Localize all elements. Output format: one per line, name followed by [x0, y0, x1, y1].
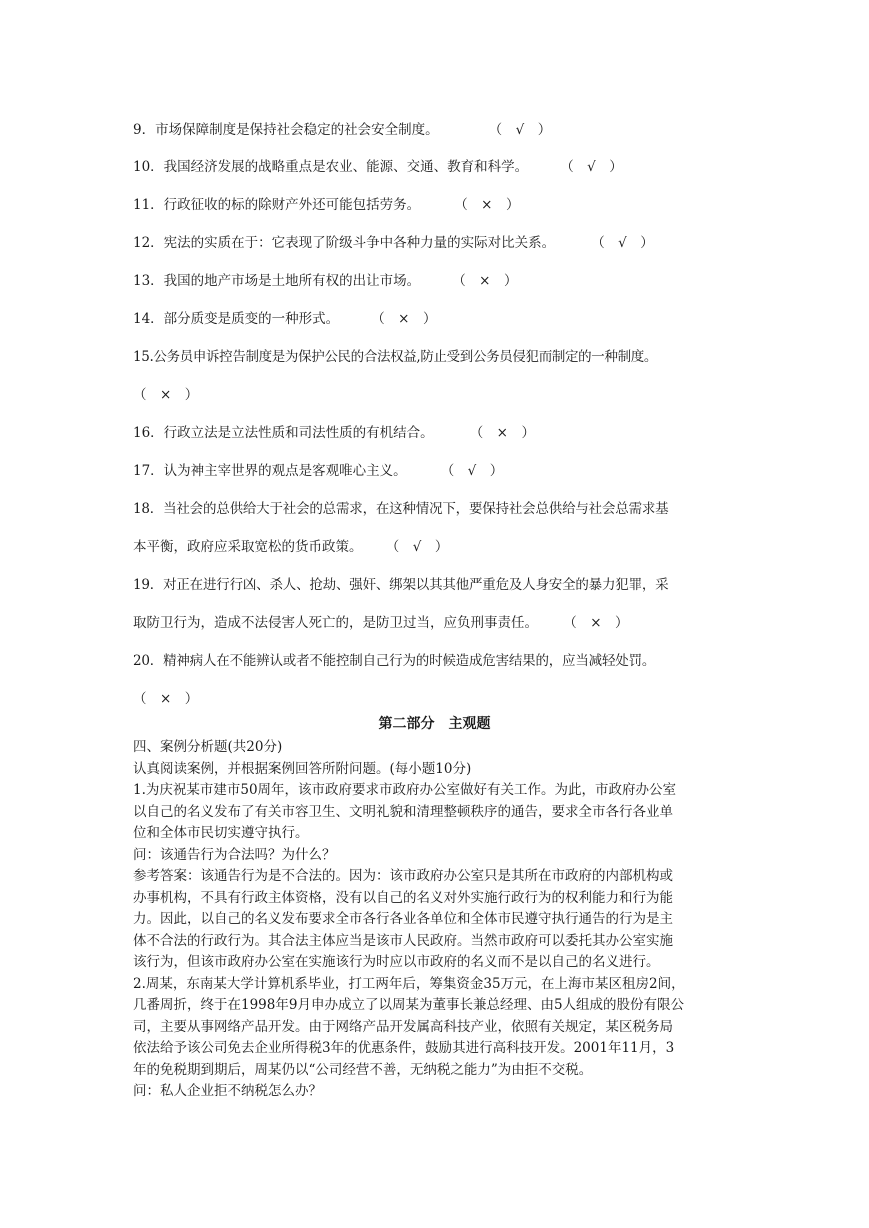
question-text: 16．行政立法是立法性质和司法性质的有机结合。: [133, 425, 434, 441]
question-15: [133, 347, 657, 367]
question-text: 13．我国的地产市场是土地所有权的出让市场。: [133, 273, 421, 289]
case1-answer-line: 力。因此，以自己的名义发布要求全市各行各业各单位和全体市民遵守执行通告的行为是主: [133, 911, 673, 927]
question-text: 20．精神病人在不能辨认或者不能控制自己行为的时候造成危害结果的，应当减轻处罚。: [133, 653, 656, 669]
answer-mark: （ × ）: [133, 387, 199, 403]
instruction-text: 认真阅读案例，并根据案例回答所附问题。(每小题10分): [133, 760, 472, 777]
answer-mark: （ × ）: [452, 273, 518, 289]
answer-mark: （ √ ）: [488, 122, 552, 138]
question-text: 11．行政征收的标的除财产外还可能包括劳务。: [133, 197, 421, 213]
answer-mark: （ × ）: [371, 311, 437, 327]
case1-line: 以自己的名义发布了有关市容卫生、文明礼貌和清理整顿秩序的通告，要求全市各行各业单: [133, 803, 673, 820]
section-heading: 四、案例分析题(共20分): [133, 739, 283, 755]
answer-mark: （ √ ）: [560, 159, 623, 175]
question-13: [133, 271, 518, 291]
case2-line: 年的免税期到期后，周某仍以“公司经营不善，无纳税之能力”为由拒不交税。: [133, 1061, 593, 1078]
question-19: [133, 575, 668, 595]
case1-line: 1.为庆祝某市建市50周年，该市政府要求市政府办公室做好有关工作。为此，市政府办公室: [133, 782, 677, 798]
answer-mark: （ × ）: [133, 691, 199, 707]
question-17: [133, 461, 503, 481]
question-14: [133, 309, 437, 329]
question-text: 12．宪法的实质在于：它表现了阶级斗争中各种力量的实际对比关系。: [133, 235, 556, 251]
case1-answer-line: 体不合法的行政行为。其合法主体应当是该市人民政府。当然市政府可以委托其办公室实施: [133, 932, 673, 949]
question-18-continued: [133, 537, 448, 557]
question-20: [133, 651, 655, 671]
question-9: [133, 120, 551, 140]
answer-mark: （ × ）: [570, 615, 629, 631]
answer-mark: （ √ ）: [392, 539, 449, 555]
question-15-answer: [133, 385, 198, 405]
answer-mark: （ × ）: [469, 425, 535, 441]
case2-line: 依法给予该公司免去企业所得税3年的优惠条件，鼓励其进行高科技开发。2001年11月，3: [133, 1040, 675, 1056]
question-text: 17．认为神主宰世界的观点是客观唯心主义。: [133, 463, 407, 479]
answer-mark: （ √ ）: [440, 463, 504, 479]
question-text: 10．我国经济发展的战略重点是农业、能源、交通、教育和科学。: [133, 159, 529, 175]
question-text: 19．对正在进行行凶、杀人、抢劫、强奸、绑架以其其他严重危及人身安全的暴力犯罪，采: [133, 577, 669, 593]
case1-answer-line: 该行为，但该市政府办公室在实施该行为时应以市政府的名义而不是以自己的名义进行。: [133, 954, 660, 970]
question-20-answer: [133, 689, 198, 709]
case2-line: 2.周某，东南某大学计算机系毕业，打工两年后，筹集资金35万元，在上海市某区租房2间，: [133, 975, 685, 992]
question-text: 15.公务员申诉控告制度是为保护公民的合法权益,防止受到公务员侵犯而制定的一种制度。: [133, 349, 658, 365]
question-16: [133, 423, 535, 443]
question-text: 9．市场保障制度是保持社会稳定的社会安全制度。: [133, 122, 439, 138]
question-text-continued: 本平衡，政府应采取宽松的货币政策。: [133, 539, 363, 555]
section-title: 第二部分 主观题: [378, 716, 491, 732]
case1-line: 位和全体市民切实遵守执行。: [133, 825, 309, 841]
case1-answer-line: 办事机构，不具有行政主体资格，没有以自己的名义对外实施行政行为的权利能力和行为能: [133, 889, 673, 906]
case2-line: 几番周折，终于在1998年9月申办成立了以周某为董事长兼总经理、由5人组成的股份有限公: [133, 997, 685, 1013]
case2-question: 问：私人企业拒不纳税怎么办？: [133, 1083, 322, 1099]
question-18: [133, 499, 668, 519]
question-19-continued: [133, 613, 629, 633]
case1-answer-line: 参考答案：该通告行为是不合法的。因为：该市政府办公室只是其所在市政府的内部机构或: [133, 868, 673, 884]
question-text-continued: 取防卫行为，造成不法侵害人死亡的，是防卫过当，应负刑事责任。: [133, 615, 538, 631]
question-text: 18．当社会的总供给大于社会的总需求，在这种情况下，要保持社会总供给与社会总需求基: [133, 501, 669, 517]
case1-question: 问：该通告行为合法吗？为什么？: [133, 846, 336, 863]
case2-line: 司，主要从事网络产品开发。由于网络产品开发属高科技产业，依照有关规定，某区税务局: [133, 1018, 673, 1035]
question-10: [133, 157, 623, 177]
question-text: 14．部分质变是质变的一种形式。: [133, 311, 340, 327]
question-11: [133, 195, 520, 215]
question-12: [133, 233, 654, 253]
case-analysis-section: [133, 737, 743, 1103]
answer-mark: （ √ ）: [591, 235, 654, 251]
answer-mark: （ × ）: [454, 197, 520, 213]
